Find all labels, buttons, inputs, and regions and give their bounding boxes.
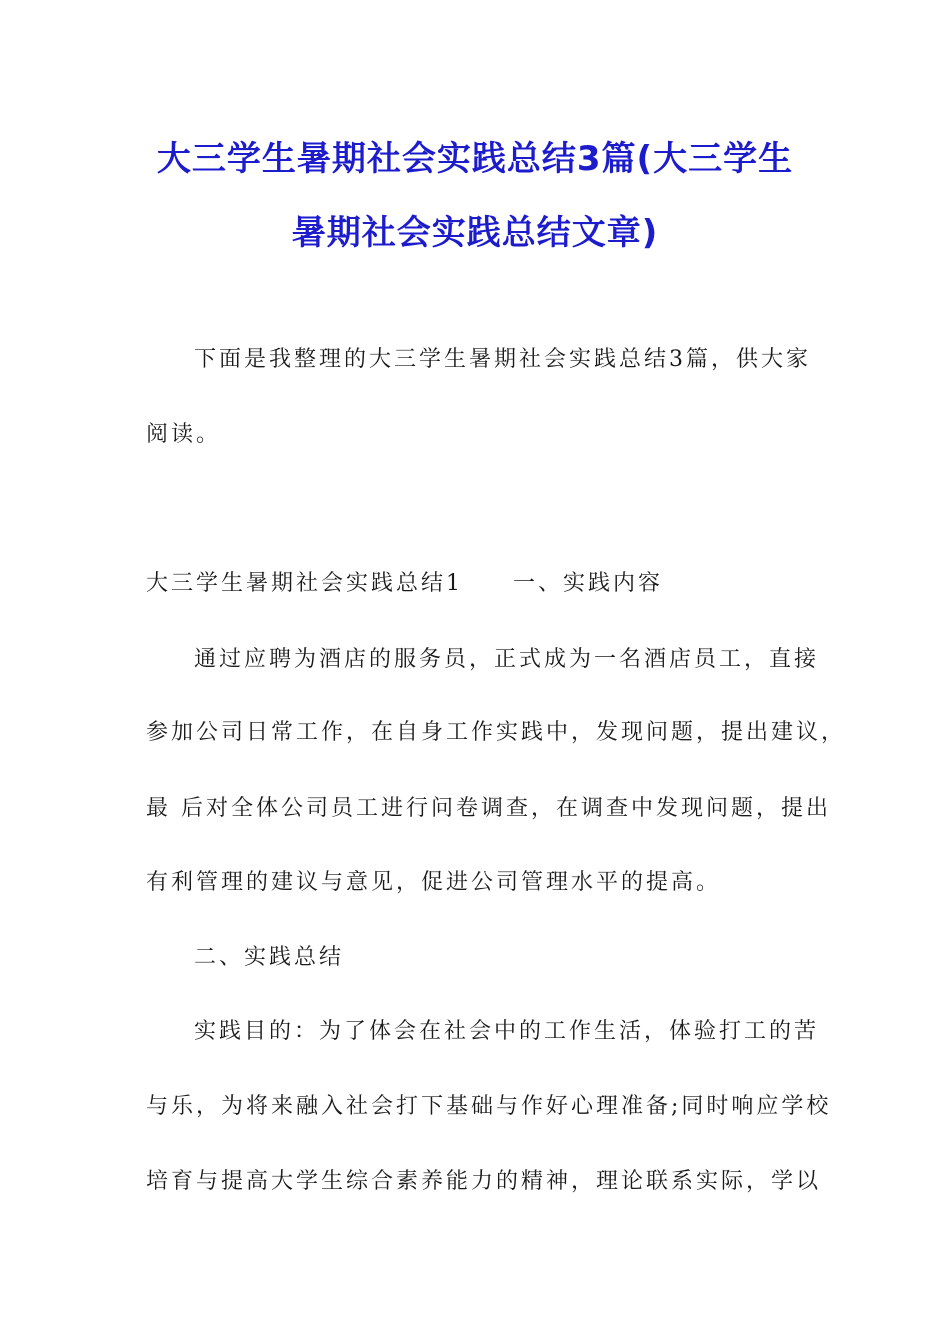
- intro-line-2: 阅读。: [146, 422, 222, 447]
- section-subheading-2: 二、实践总结: [194, 945, 345, 970]
- section-heading-row: [146, 569, 816, 599]
- section-heading: 大三学生暑期社会实践总结1: [146, 571, 463, 596]
- paragraph-line: 参加公司日常工作，在自身工作实践中，发现问题，提出建议，: [146, 720, 847, 745]
- paragraph-line: 培育与提高大学生综合素养能力的精神，理论联系实际，学以: [146, 1169, 822, 1194]
- section-subheading: 一、实践内容: [513, 571, 664, 596]
- paragraph-line: 实践目的：为了体会在社会中的工作生活，体验打工的苦: [194, 1019, 820, 1044]
- paragraph-line: 与乐，为将来融入社会打下基础与作好心理准备;同时响应学校: [146, 1094, 832, 1119]
- title-line-1: 大三学生暑期社会实践总结3篇(大三学生: [156, 139, 794, 179]
- title-line-2: 暑期社会实践总结文章): [291, 213, 659, 253]
- paragraph-line: 有利管理的建议与意见，促进公司管理水平的提高。: [146, 870, 722, 895]
- intro-line-1: 下面是我整理的大三学生暑期社会实践总结3篇，供大家: [194, 347, 811, 372]
- document-title: [100, 122, 850, 270]
- paragraph-line: 通过应聘为酒店的服务员，正式成为一名酒店员工，直接: [194, 647, 820, 672]
- paragraph-line: 最 后对全体公司员工进行问卷调查，在调查中发现问题，提出: [146, 796, 831, 821]
